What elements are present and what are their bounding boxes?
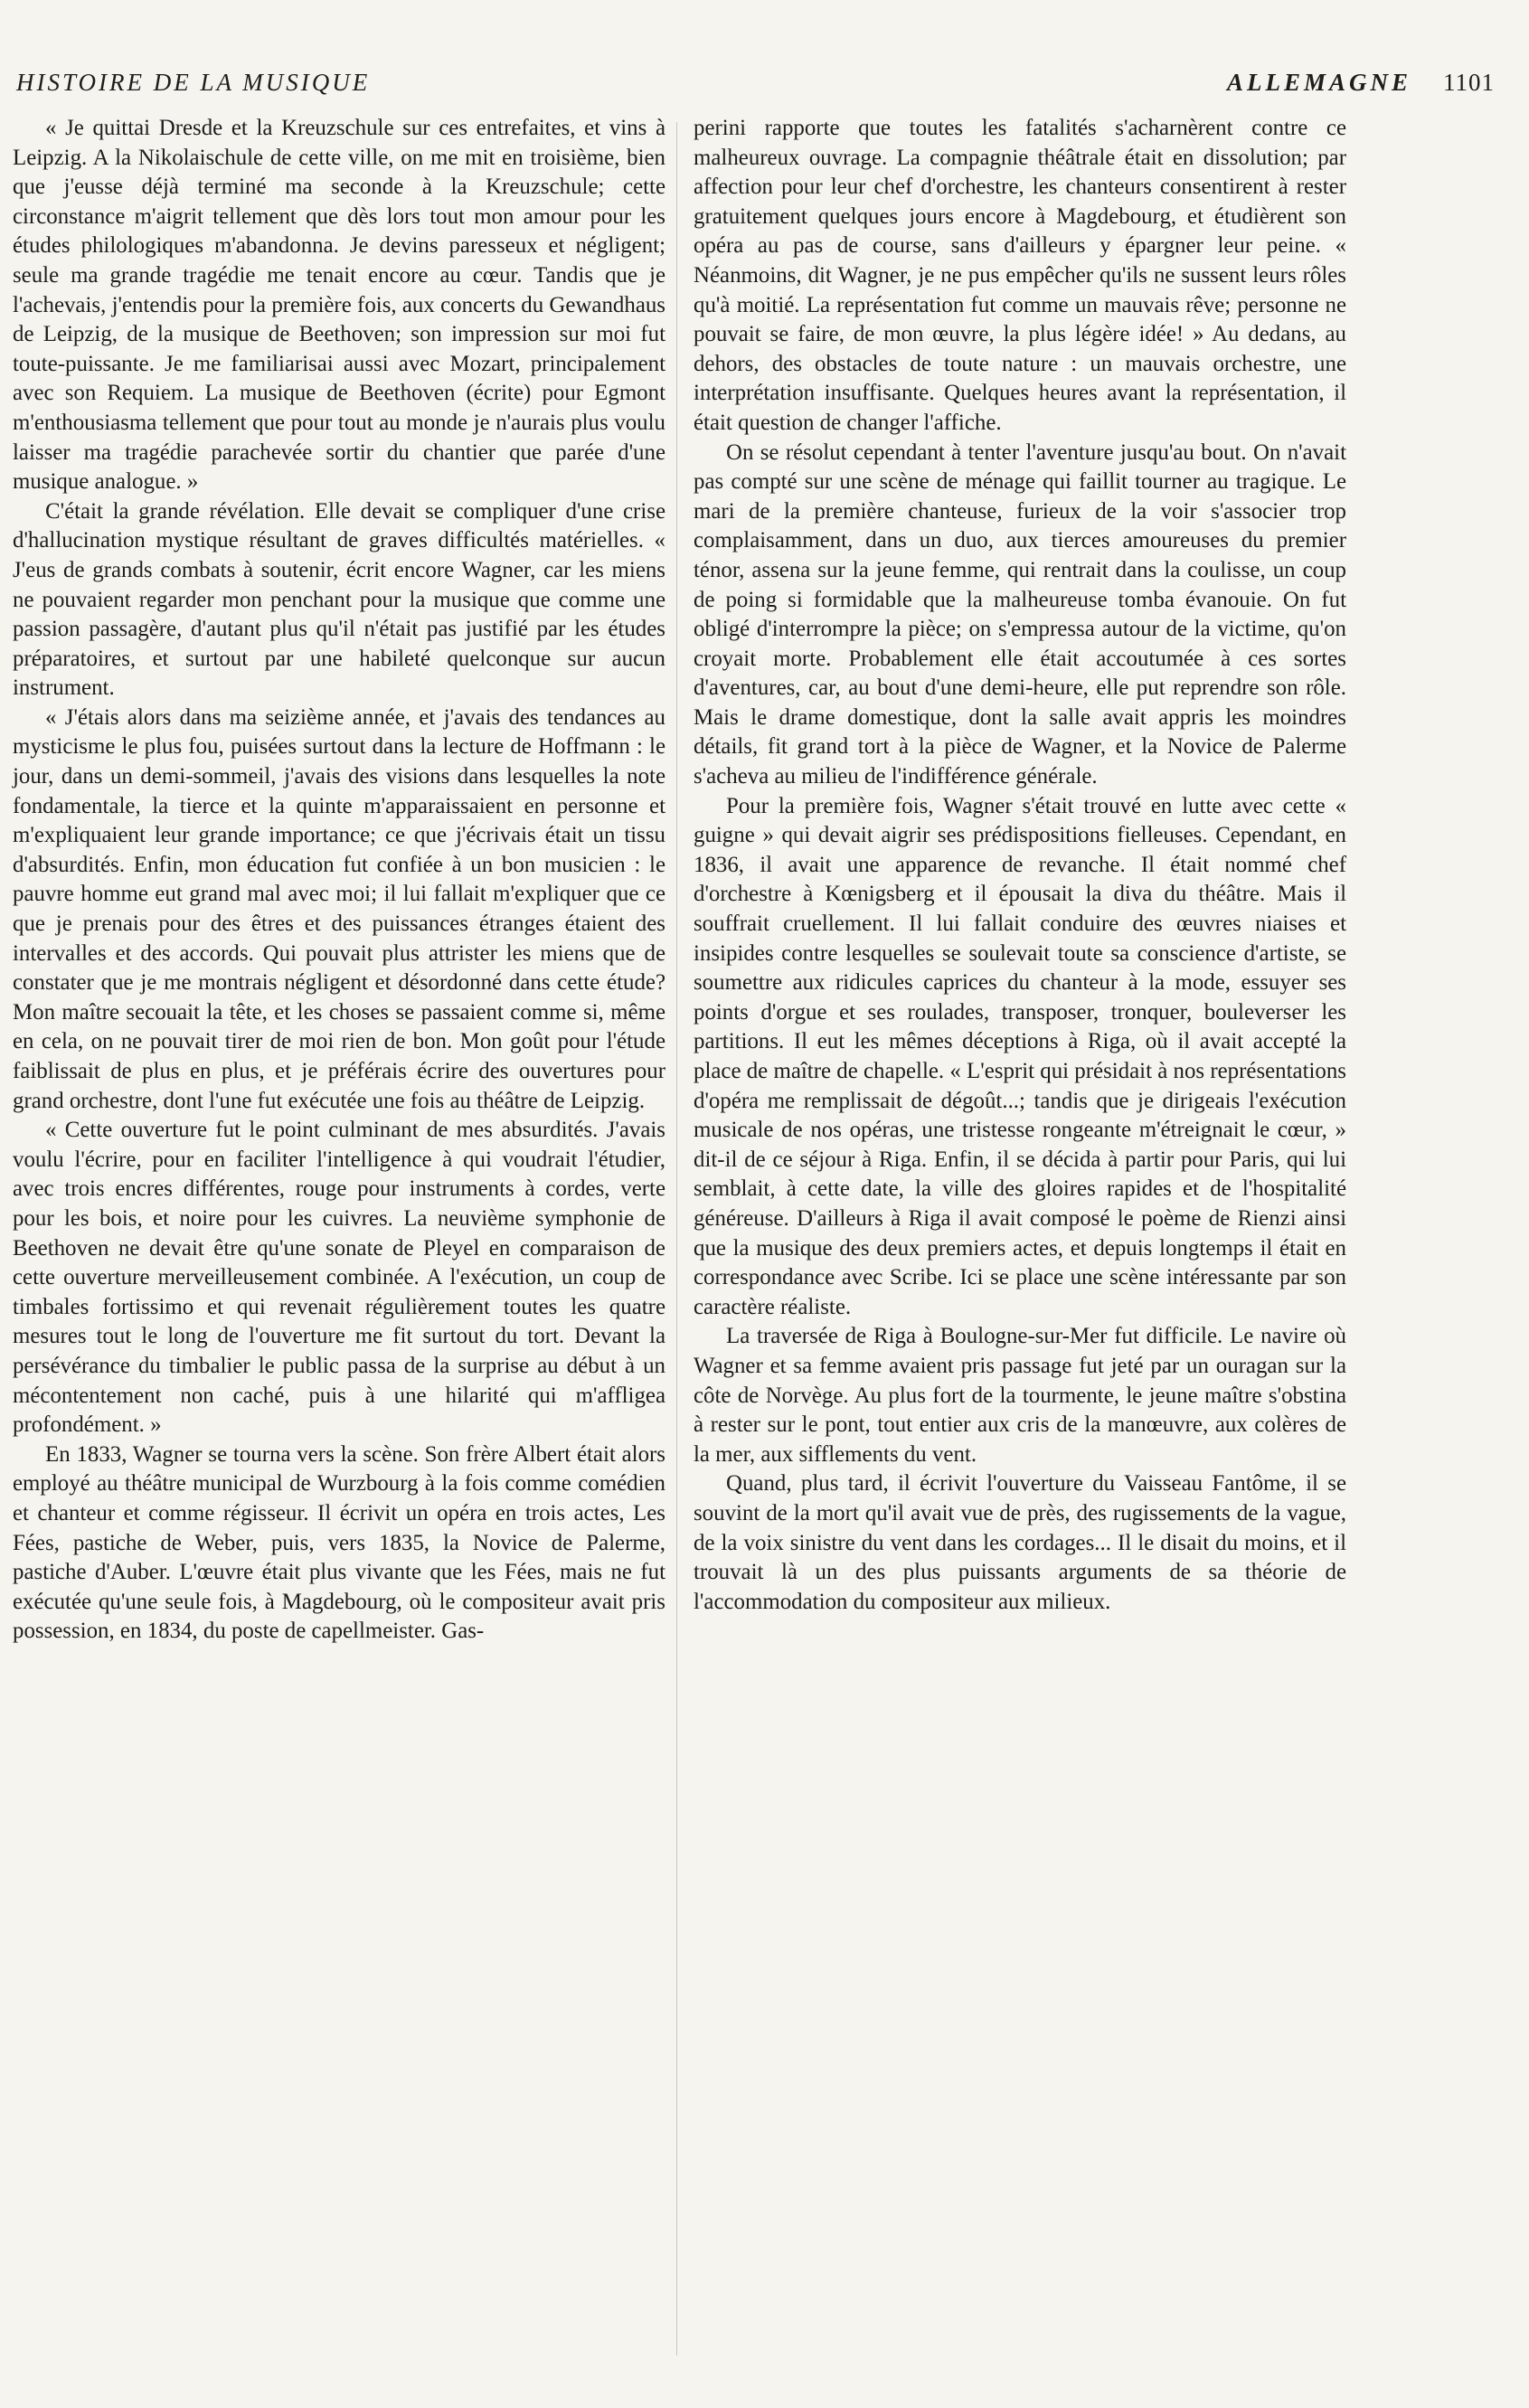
running-head-title: HISTOIRE DE LA MUSIQUE bbox=[16, 69, 371, 96]
paragraph: « Cette ouverture fut le point culminant de mes absurdités. J'avais voulu l'écrire, pour en faciliter l'intelligence à qui voudrait l'étudier, avec trois encres différentes, rouge pour instruments à cordes, verte pour les bois, et noire pour les cuivres. La neuvième symphonie de Beethoven ne devait être qu'une sonate de Pleyel en comparaison de cette ouverture merveilleusement combinée. A l'exécution, un coup de timbales fortissimo et qui revenait régulièrement toutes les quatre mesures tout le long de l'ouverture me fit surtout du tort. Devant la persévérance du timbalier le public passa de la surprise au début à un mécontentement non caché, puis à une hilarité qui m'affligea profondément. » bbox=[13, 1118, 665, 1438]
paragraph: La traversée de Riga à Boulogne-sur-Mer fut difficile. Le navire où Wagner et sa femme avaient pris passage fut jeté par un ouragan sur la côte de Norvège. Au plus fort de la tourmente, le jeune maître s'obstina à rester sur le pont, tout entier aux cris de la manœuvre, aux colères de la mer, aux sifflements du vent. bbox=[694, 1324, 1346, 1467]
running-head-section: ALLEMAGNE bbox=[1226, 69, 1411, 96]
page-number: 1101 bbox=[1443, 69, 1495, 96]
running-head bbox=[16, 69, 1495, 101]
paragraph: « J'étais alors dans ma seizième année, et j'avais des tendances au mysticisme le plus fou, puisées surtout dans la lecture de Hoffmann : le jour, dans un demi-sommeil, j'avais des visions dans lesquelles la note fondamentale, la tierce et la quinte m'apparaissaient en personne et m'expliquaient leur grande importance; ce que j'écrivais était un tissu d'absurdités. Enfin, mon éducation fut confiée à un bon musicien : le pauvre homme eut grand mal avec moi; il lui fallait m'expliquer que ce que je prenais pour des êtres et des puissances étranges étaient des intervalles et des accords. Qui pouvait plus attrister les miens que de constater que je me montrais négligent et désordonné dans cette étude? Mon maître secouait la tête, et les choses se passaient comme si, même en cela, on ne pouvait tirer de moi rien de bon. Mon goût pour l'étude faiblissait de plus en plus, et je préférais écrire des ouvertures pour grand orchestre, dont l'une fut exécutée une fois au théâtre de Leipzig. bbox=[13, 704, 665, 1113]
paragraph: perini rapporte que toutes les fatalités s'acharnèrent contre ce malheureux ouvrage. La compagnie théâtrale était en dissolution; par affection pour leur chef d'orchestre, les chanteurs consentirent à rester gratuitement quelques jours encore à Magdebourg, et étudièrent son opéra au pas de course, sans d'ailleurs y épargner leur peine. « Néanmoins, dit Wagner, je ne pus empêcher qu'ils ne sussent leurs rôles qu'à moitié. La représentation fut comme un mauvais rêve; personne ne pouvait se faire, de mon œuvre, la plus légère idée! » Au dedans, au dehors, des obstacles de toute nature : un mauvais orchestre, une interprétation insuffisante. Quelques heures avant la représentation, il était question de changer l'affiche. bbox=[694, 116, 1346, 435]
paragraph: On se résolut cependant à tenter l'aventure jusqu'au bout. On n'avait pas compté sur une scène de ménage qui faillit tourner au tragique. Le mari de la première chanteuse, furieux de la voir s'associer trop complaisamment, dans un duo, aux tierces amoureuses du premier ténor, assena sur la jeune femme, qui rentrait dans la coulisse, un coup de poing si formidable que la malheureuse tomba évanouie. On fut obligé d'interrompre la pièce; on s'empressa autour de la victime, qu'on croyait morte. Probablement elle était accoutumée à ces sortes d'aventures, car, au bout d'une demi-heure, elle put reprendre son rôle. Mais le drame domestique, dont la salle avait appris les moindres détails, fit grand tort à la pièce de Wagner, et la Novice de Palerme s'acheva au milieu de l'indifférence générale. bbox=[694, 439, 1346, 789]
paragraph: Pour la première fois, Wagner s'était trouvé en lutte avec cette « guigne » qui devait aigrir ses prédispositions fielleuses. Cependant, en 1836, il avait une apparence de revanche. Il était nommé chef d'orchestre à Kœnigsberg et il épousait la diva du théâtre. Mais il souffrait cruellement. Il lui fallait conduire des œuvres niaises et insipides contre lesquelles se soulevait toute sa conscience d'artiste, se soumettre aux ridicules caprices du chanteur à la mode, essuyer ses points d'orgue et ses roulades, transposer, tronquer, bouleverser les partitions. Il eut les mêmes déceptions à Riga, où il avait accepté la place de maître de chapelle. « L'esprit qui présidait à nos représentations d'opéra me remplissait de dégoût...; tandis que je dirigeais l'exécution musicale de nos opéras, une tristesse rongeante m'étreignait le cœur, » dit-il de ce séjour à Riga. Enfin, il se décida à partir pour Paris, qui lui semblait, à cette date, la ville des gloires rapides et de l'hospitalité généreuse. D'ailleurs à Riga il avait composé le poème de Rienzi ainsi que la musique des deux premiers actes, et depuis longtemps il était en correspondance avec Scribe. Ici se place une scène intéressante par son caractère réaliste. bbox=[694, 793, 1346, 1319]
paragraph: C'était la grande révélation. Elle devait se compliquer d'une crise d'hallucination mystique résultant de graves difficultés matérielles. « J'eus de grands combats à soutenir, écrit encore Wagner, car les miens ne pouvaient regarder mon penchant pour la musique que comme une passion passagère, d'autant plus qu'il n'était pas justifié par les études préparatoires, et surtout par une habileté quelconque sur aucun instrument. bbox=[13, 498, 665, 701]
column-divider bbox=[676, 122, 677, 2356]
paragraph: « Je quittai Dresde et la Kreuzschule sur ces entrefaites, et vins à Leipzig. A la Nikolaischule de cette ville, on me mit en troisième, bien que j'eusse déjà terminé ma seconde à la Kreuzschule; cette circonstance m'aigrit tellement que dès lors tout mon amour pour les études philologiques m'abandonna. Je devins paresseux et négligent; seule ma grande tragédie me tenait encore au cœur. Tandis que je l'achevais, j'entendis pour la première fois, aux concerts du Gewandhaus de Leipzig, de la musique de Beethoven; son impression sur moi fut toute-puissante. Je me familiarisai aussi avec Mozart, principalement avec son Requiem. La musique de Beethoven (écrite) pour Egmont m'enthousiasma tellement que pour tout au monde je n'aurais plus voulu laisser ma tragédie parachevée sortir du chantier que parée d'une musique analogue. » bbox=[13, 116, 665, 495]
paragraph: En 1833, Wagner se tourna vers la scène. Son frère Albert était alors employé au théâtre municipal de Wurzbourg à la fois comme comédien et chanteur et comme régisseur. Il écrivit un opéra en trois actes, Les Fées, pastiche de Weber, puis, vers 1835, la Novice de Palerme, pastiche d'Auber. L'œuvre était plus vivante que les Fées, mais ne fut exécutée qu'une seule fois, à Magdebourg, où le compositeur avait pris possession, en 1834, du poste de capellmeister. Gas- bbox=[13, 1441, 665, 1644]
left-column bbox=[13, 114, 665, 1647]
paragraph: Quand, plus tard, il écrivit l'ouverture du Vaisseau Fantôme, il se souvint de la mort qu'il avait vue de près, des rugissements de la vague, de la voix sinistre du vent dans les cordages... Il le disait du moins, et il trouvait là un des plus puissants arguments de sa théorie de l'accommodation du compositeur aux milieux. bbox=[694, 1471, 1346, 1614]
right-column bbox=[694, 114, 1346, 1617]
